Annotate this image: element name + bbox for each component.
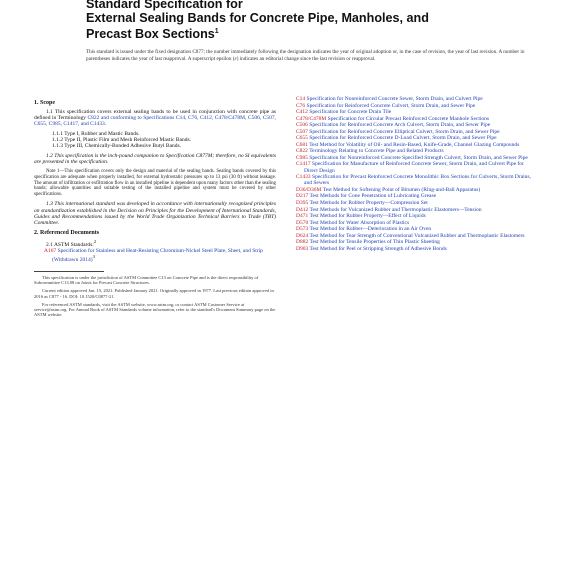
reference-item — [296, 193, 536, 199]
reference-code[interactable]: D624 — [296, 232, 309, 239]
reference-title[interactable]: Specification for Circular Precast Reinforced Concrete Manhole Sections — [326, 115, 490, 122]
reference-title[interactable]: Test Method for Rubber Property—Effect of Liquids — [308, 213, 426, 220]
issued-note: This standard is issued under the fixed designation C877; the number immediately following the designation indicates the year of original adoption or, in the case of revision, the year of last revision. A number in parentheses indicates the year of last reapproval. A superscript epsilon (ε) indicates an editorial change since the last revision or reapproval. — [86, 49, 525, 62]
reference-code[interactable]: C822 — [296, 148, 308, 155]
title-line-2: External Sealing Bands for Concrete Pipe, Manholes, and — [86, 11, 429, 26]
referenced-documents-heading: 2. Referenced Documents — [34, 230, 100, 236]
right-column — [296, 96, 536, 252]
astm-standards-label: 2.1 ASTM Standards: — [46, 241, 94, 248]
reference-code[interactable]: C1433 — [296, 174, 311, 181]
reference-title[interactable]: Specification for Reinforced Concrete D-Load Culvert, Storm Drain, and Sewer Pipe — [307, 135, 497, 142]
paragraph-1-3: 1.3 This international standard was developed in accordance with internationally recognized principles on standardization established in the Decision on Principles for the Development of International Standards, Guides and Recommendations issued by the World Trade Organization Technical Barriers to Trade (TBT) Committee. — [34, 201, 276, 226]
reference-item — [296, 239, 536, 245]
footnote-2: Current edition approved Jan. 15, 2021. Published January 2021. Originally approved in 1977. Last previous edition approved in 2016 as C877 - 16. DOI: 10.1520/C0877-21. — [34, 288, 274, 299]
reference-code[interactable]: D217 — [296, 193, 309, 200]
reference-title[interactable]: Test Method for Softening Point of Bitumen (Ring-and-Ball Apparatus) — [321, 186, 481, 193]
reference-item — [296, 174, 536, 186]
reference-code[interactable]: C1417 — [296, 161, 311, 168]
reference-title[interactable]: Test Methods for Rubber Property—Compression Set — [308, 199, 428, 206]
reference-code[interactable]: D395 — [296, 199, 309, 206]
reference-code[interactable]: C507 — [296, 128, 308, 135]
reference-title[interactable]: Test Method for Tensile Properties of Thin Plastic Sheeting — [308, 239, 440, 246]
reference-code[interactable]: C506 — [296, 122, 308, 129]
reference-code[interactable]: D903 — [296, 245, 309, 252]
reference-code[interactable]: C14 — [296, 96, 306, 102]
reference-code[interactable]: D36/D36M — [296, 186, 322, 193]
reference-code[interactable]: D573 — [296, 226, 309, 233]
reference-title[interactable]: Specification for Nonreinforced Concrete Sewer, Storm Drain, and Culvert Pipe — [305, 96, 483, 102]
type-2: 1.1.2 Type II, Plastic Film and Mesh Reinforced Mastic Bands. — [52, 137, 191, 144]
title-footnote-mark: 1 — [214, 28, 219, 36]
reference-item — [296, 103, 536, 109]
reference-code[interactable]: C478/C478M — [296, 115, 327, 122]
reference-title[interactable]: Test Method for Rubber—Deterioration in an Air Oven — [308, 226, 432, 233]
reference-title[interactable]: Specification for Nonreinforced Concrete Specified Strength Culvert, Storm Drain, and Sewer Pipe — [307, 154, 528, 161]
reference-item — [296, 246, 536, 252]
reference-title[interactable]: Test Method for Peel or Stripping Strength of Adhesive Bonds — [308, 245, 447, 252]
paragraph-1-1 — [34, 109, 276, 127]
scope-heading: 1. Scope — [34, 100, 55, 106]
reference-item — [296, 207, 536, 213]
reference-code[interactable]: C985 — [296, 154, 308, 161]
paragraph-1-1-text: 1.1 This specification covers external sealing bands to be used in conjunction with concrete pipe as defined in Terminology — [34, 109, 276, 122]
reference-item — [296, 122, 536, 128]
reference-title[interactable]: Specification for Precast Reinforced Concrete Monolithic Box Sections for Culverts, Storm Drains, and Sewers — [304, 174, 531, 187]
reference-code[interactable]: D412 — [296, 206, 309, 213]
reference-title[interactable]: Specification for Reinforced Concrete Elliptical Culvert, Storm Drain, and Sewer Pipe — [307, 128, 500, 135]
reference-a167-sup: 3 — [92, 254, 95, 260]
reference-item — [296, 96, 536, 102]
reference-code[interactable]: C76 — [296, 102, 306, 109]
paragraph-1-1-links[interactable]: C822 and conforming to Specifications C14, C76, C412, C478/C478M, C506, C507, C655, C985, C1417, and C1433. — [34, 115, 276, 128]
footnote-3: For referenced ASTM standards, visit the ASTM website, www.astm.org, or contact ASTM Customer Service at service@astm.org. For Annual Book of ASTM Standards volume information, refer to the standard's Document Summary page on the ASTM website. — [34, 301, 276, 317]
astm-standards-line — [46, 239, 276, 248]
reference-title[interactable]: Test Method for Tear Strength of Conventional Vulcanized Rubber and Thermoplastic Elastomers — [308, 232, 525, 239]
reference-title[interactable]: Test Method for Water Absorption of Plastics — [308, 219, 410, 226]
reference-title-a167[interactable]: Specification for Stainless and Heat-Resisting Chromium-Nickel Steel Plate, Sheet, and Strip (Withdrawn 2014) — [52, 248, 263, 264]
title-line-3: Precast Box Sections — [86, 27, 215, 42]
note-1: Note 1—This specification covers only the design and material of the sealing bands. Sealing bands covered by this specification are adequate when properly installed, for external hydrostatic pressures up to 13 psi (30 ft) without leakage. The amount of infiltration or exfiltration flow in an installed pipeline is dependent upon many factors other than the sealing bands; allowable quantities and suitable testing of the installed pipeline and system must be covered by other specifications. — [34, 169, 276, 197]
reference-item — [296, 148, 536, 154]
reference-code[interactable]: D570 — [296, 219, 309, 226]
paragraph-1-2: 1.2 This specification is the inch-pound companion to Specification C877M; therefore, no SI equivalents are presented in the specification. — [34, 153, 276, 166]
reference-title[interactable]: Terminology Relating to Concrete Pipe and Related Products — [307, 148, 444, 155]
type-1: 1.1.1 Type I, Rubber and Mastic Bands. — [52, 131, 140, 138]
footnote-1: This specification is under the jurisdiction of ASTM Committee C13 on Concrete Pipe and is the direct responsibility of Subcommittee C13.08 on Joints for Precast Concrete Structures. — [34, 275, 259, 286]
reference-code[interactable]: C655 — [296, 135, 308, 142]
footnote-divider — [34, 271, 104, 272]
reference-item — [296, 161, 536, 173]
title-line-1: Standard Specification for — [86, 0, 243, 11]
reference-title[interactable]: Specification for Reinforced Concrete Culvert, Storm Drain, and Sewer Pipe — [305, 102, 476, 109]
reference-item — [296, 220, 536, 226]
reference-title[interactable]: Test Methods for Cone Penetration of Lubricating Grease — [308, 193, 437, 200]
reference-code[interactable]: C412 — [296, 109, 308, 116]
reference-item — [296, 142, 536, 148]
type-3: 1.1.3 Type III, Chemically-Bonded Adhesive Butyl Bands. — [52, 143, 182, 150]
reference-title[interactable]: Specification for Manufacture of Reinforced Concrete Sewer, Storm Drain, and Culvert Pipe for Direct Design — [304, 161, 524, 174]
reference-item — [296, 213, 536, 219]
reference-title[interactable]: Specification for Concrete Drain Tile — [307, 109, 392, 116]
reference-code[interactable]: D471 — [296, 213, 309, 220]
reference-code[interactable]: D882 — [296, 239, 309, 246]
reference-item — [296, 226, 536, 232]
document-title — [86, 0, 526, 42]
left-column — [34, 96, 276, 320]
reference-title[interactable]: Test Method for Volatility of Oil- and Resin-Based, Knife-Grade, Channel Glazing Compounds — [307, 141, 520, 148]
reference-title[interactable]: Test Methods for Vulcanized Rubber and Thermoplastic Elastomers—Tension — [308, 206, 482, 213]
reference-item — [296, 129, 536, 135]
reference-item — [296, 109, 536, 115]
reference-item — [296, 233, 536, 239]
reference-code[interactable]: C681 — [296, 141, 308, 148]
reference-item — [296, 200, 536, 206]
reference-item — [296, 116, 536, 122]
reference-item — [296, 135, 536, 141]
astm-standards-sup: 2 — [93, 239, 97, 245]
reference-title[interactable]: Specification for Reinforced Concrete Arch Culvert, Storm Drain, and Sewer Pipe — [307, 122, 491, 129]
reference-code-a167[interactable]: A167 — [44, 248, 57, 255]
reference-a167 — [44, 248, 276, 263]
